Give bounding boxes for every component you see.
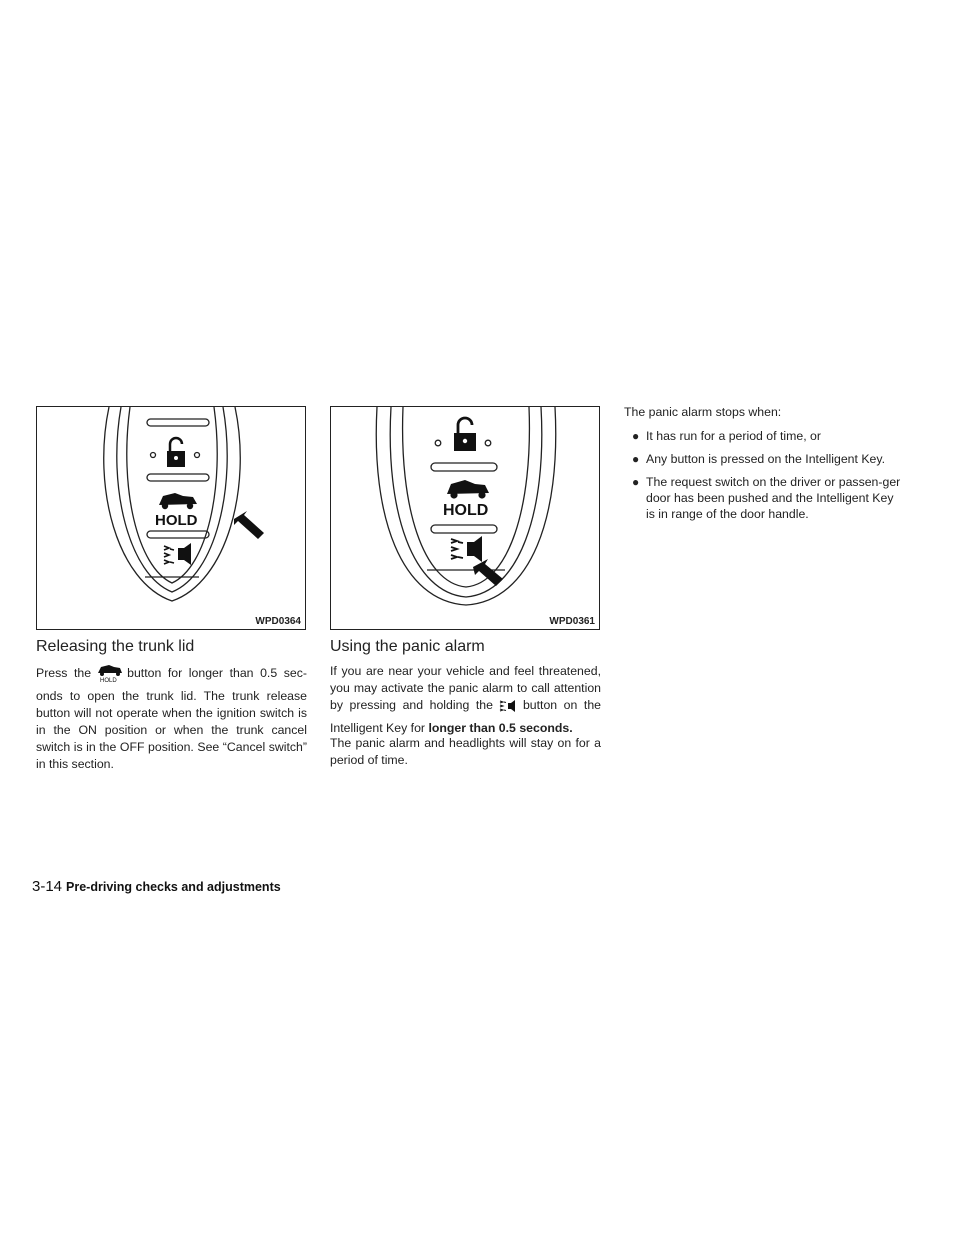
list-item — [624, 428, 904, 444]
hold-label: HOLD — [100, 678, 117, 683]
page-number: 3-14 — [32, 878, 63, 895]
bullet-icon: ● — [632, 429, 640, 443]
key-fob-illustration — [331, 407, 600, 630]
unlock-icon — [167, 438, 185, 467]
pointer-arrow-icon — [234, 511, 264, 539]
section-name: Pre-driving checks and adjustments — [66, 880, 281, 894]
trunk-paragraph — [36, 663, 307, 773]
figure-code: WPD0364 — [255, 616, 301, 627]
panic-alarm-inline-icon — [496, 697, 520, 720]
bullet-icon: ● — [632, 475, 640, 489]
panic-paragraph-middle: button on the Intelligent Key for — [330, 698, 601, 735]
bullet-icon: ● — [632, 452, 640, 466]
trunk-paragraph-rest: button for longer than 0.5 sec-onds to open the trunk lid. The trunk release button will not operate when the ignition switch is in the ON position or when the trunk cancel switch is in the OFF position. See “Cancel switch” in this section. — [36, 666, 307, 771]
pointer-arrow-icon — [473, 559, 503, 586]
figure-code: WPD0361 — [549, 616, 595, 627]
section-title-panic: Using the panic alarm — [330, 638, 485, 655]
trunk-icon — [447, 480, 489, 499]
trunk-icon — [159, 493, 197, 509]
trunk-paragraph-start: Press the — [36, 666, 92, 680]
panic-stop-list — [624, 428, 904, 529]
hold-label: HOLD — [155, 512, 198, 529]
hold-label: HOLD — [443, 502, 489, 519]
figure-panic-alarm — [330, 406, 600, 630]
list-item-text: It has run for a period of time, or — [646, 429, 821, 443]
section-title-trunk: Releasing the trunk lid — [36, 638, 195, 655]
panic-paragraph-1 — [330, 663, 601, 737]
panic-paragraph-start: If you are near your vehicle and feel threatened, you may activate the panic alarm to call attention by pressing and holding the — [330, 664, 601, 712]
unlock-icon — [454, 418, 476, 451]
trunk-hold-icon — [94, 663, 124, 688]
page-footer — [32, 878, 281, 896]
list-item-text: The request switch on the driver or passen-ger door has been pushed and the Intelligent Key is in range of the door handle. — [646, 475, 901, 521]
panic-paragraph-bold: longer than 0.5 seconds. — [428, 721, 573, 735]
list-item — [624, 451, 904, 467]
list-item-text: Any button is pressed on the Intelligent Key. — [646, 452, 886, 466]
key-fob-illustration — [37, 407, 306, 630]
panic-paragraph-2: The panic alarm and headlights will stay on for a period of time. — [330, 736, 601, 767]
panic-stop-intro: The panic alarm stops when: — [624, 405, 782, 419]
panic-alarm-icon — [451, 536, 482, 562]
panic-alarm-icon — [164, 543, 191, 565]
list-item — [624, 474, 904, 522]
figure-trunk-release — [36, 406, 306, 630]
